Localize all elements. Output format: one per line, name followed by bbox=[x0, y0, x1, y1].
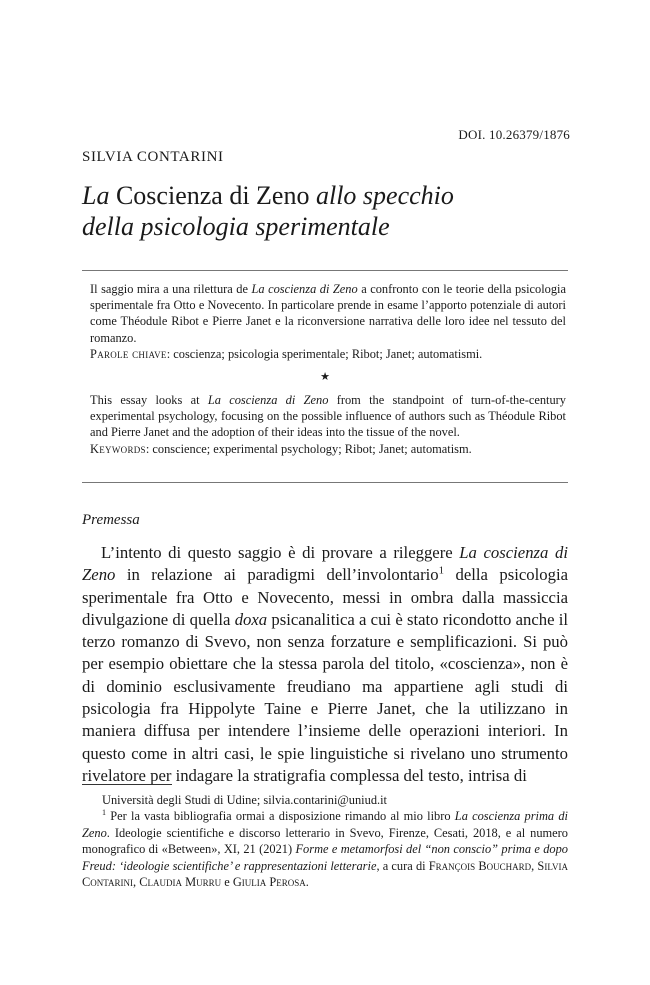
body-paragraph bbox=[82, 542, 568, 787]
footnote-rule bbox=[82, 784, 172, 785]
body-work-title: La coscienza di Zeno bbox=[82, 543, 568, 585]
doi-label: DOI. 10.26379/1876 bbox=[458, 127, 570, 142]
footnote-editor-last: Giulia Perosa bbox=[232, 875, 306, 890]
footnote-text-run: . bbox=[305, 875, 309, 890]
abstract-italian bbox=[90, 281, 566, 362]
footnote-issue-title: Forme e metamorfosi del “non conscio” prima e dopo Freud: ‘ideologie scientifiche’ e rappresentazioni letterarie bbox=[82, 842, 568, 873]
body-text-run: della psicologia sperimentale fra Otto e Novecento, messi in ombra dalla massiccia divulgazione di quella bbox=[82, 565, 568, 629]
keywords-en-label: Keywords bbox=[90, 441, 146, 456]
title-part-1: La bbox=[82, 181, 110, 210]
abstract-top-rule bbox=[82, 270, 568, 271]
abstract-it-text-a: Il saggio mira a una rilettura de bbox=[90, 282, 252, 296]
star-separator: ★ bbox=[320, 371, 330, 383]
title-line-2: della psicologia sperimentale bbox=[82, 212, 390, 241]
footnote-ref-1: 1 bbox=[438, 564, 445, 577]
title-part-3: allo specchio bbox=[315, 181, 454, 210]
author-name: SILVIA CONTARINI bbox=[82, 149, 224, 165]
footnote-text-run: e bbox=[221, 875, 233, 890]
section-heading: Premessa bbox=[82, 512, 140, 528]
footnote-1-number: 1 bbox=[102, 808, 107, 818]
footnote-text-run: , a cura di bbox=[376, 858, 429, 873]
footnote-editors: François Bouchard, Silvia Contarini, Claudia Murru bbox=[82, 858, 568, 890]
footnote-text-run: . Ideologie scientifiche e discorso letterario in Svevo, Firenze, Cesati, 2018, e al numero monografico di «Between», XI, 21 (2021) bbox=[82, 825, 568, 857]
abstract-en-text-b: from the standpoint of turn-of-the-century experimental psychology, focusing on the possible influence of authors such as Théodule Ribot and Pierre Janet and the adoption of their ideas into the tissue of the novel. bbox=[90, 393, 566, 440]
footnote-1 bbox=[82, 808, 568, 890]
keywords-en-text: : conscience; experimental psychology; Ribot; Janet; automatism. bbox=[145, 441, 472, 456]
title-part-2: Coscienza di Zeno bbox=[109, 181, 316, 210]
author-affiliation bbox=[82, 792, 568, 808]
body-text bbox=[82, 542, 568, 787]
affiliation-text: Università degli Studi di Udine; silvia.contarini@uniud.it bbox=[102, 793, 388, 807]
keywords-it-text: : coscienza; psicologia sperimentale; Ribot; Janet; automatismi. bbox=[166, 346, 483, 361]
abstract-it-text-b: a confronto con le teorie della psicologia sperimentale fra Otto e Novecento. In particolare prende in esame l’apporto potenziale di autori come Théodule Ribot e Pierre Janet e la riconversione narrativa delle loro idee nel tessuto del romanzo. bbox=[90, 282, 566, 345]
footnote-text-run: Per la vasta bibliografia ormai a disposizione rimando al mio libro bbox=[106, 809, 455, 824]
abstract-en-text-a: This essay looks at bbox=[90, 393, 208, 407]
footnotes bbox=[82, 792, 568, 890]
abstract-en-work-title: La coscienza di Zeno bbox=[207, 393, 329, 407]
abstract-english bbox=[90, 392, 566, 457]
article-title bbox=[82, 180, 562, 242]
body-italic-term: doxa bbox=[234, 609, 268, 629]
body-text-run: in relazione ai paradigmi dell’involontario bbox=[115, 565, 439, 585]
abstract-it-work-title: La coscienza di Zeno bbox=[251, 282, 358, 296]
keywords-it-label: Parole chiave bbox=[90, 346, 167, 361]
body-text-run: psicanalitica a cui è stato ricondotto anche il terzo romanzo di Svevo, non senza forzature e semplificazioni. Si può per esempio obiettare che la stessa parola del titolo, «coscienza», non è di dominio esclusivamente freudiano ma appartiene agli studi di psicologia fra Hippolyte Taine e Pierre Janet, che la utilizzano in maniera diffusa per intendere l’insieme delle operazioni interiori. In questo come in altri casi, le spie linguistiche si rivelano uno strumento rivelatore per indagare la stratigrafia complessa del testo, intrisa di bbox=[82, 609, 568, 785]
abstract-bottom-rule bbox=[82, 482, 568, 483]
body-text-run: L’intento di questo saggio è di provare a rileggere bbox=[101, 543, 460, 562]
footnote-book-title: La coscienza prima di Zeno bbox=[82, 809, 568, 840]
